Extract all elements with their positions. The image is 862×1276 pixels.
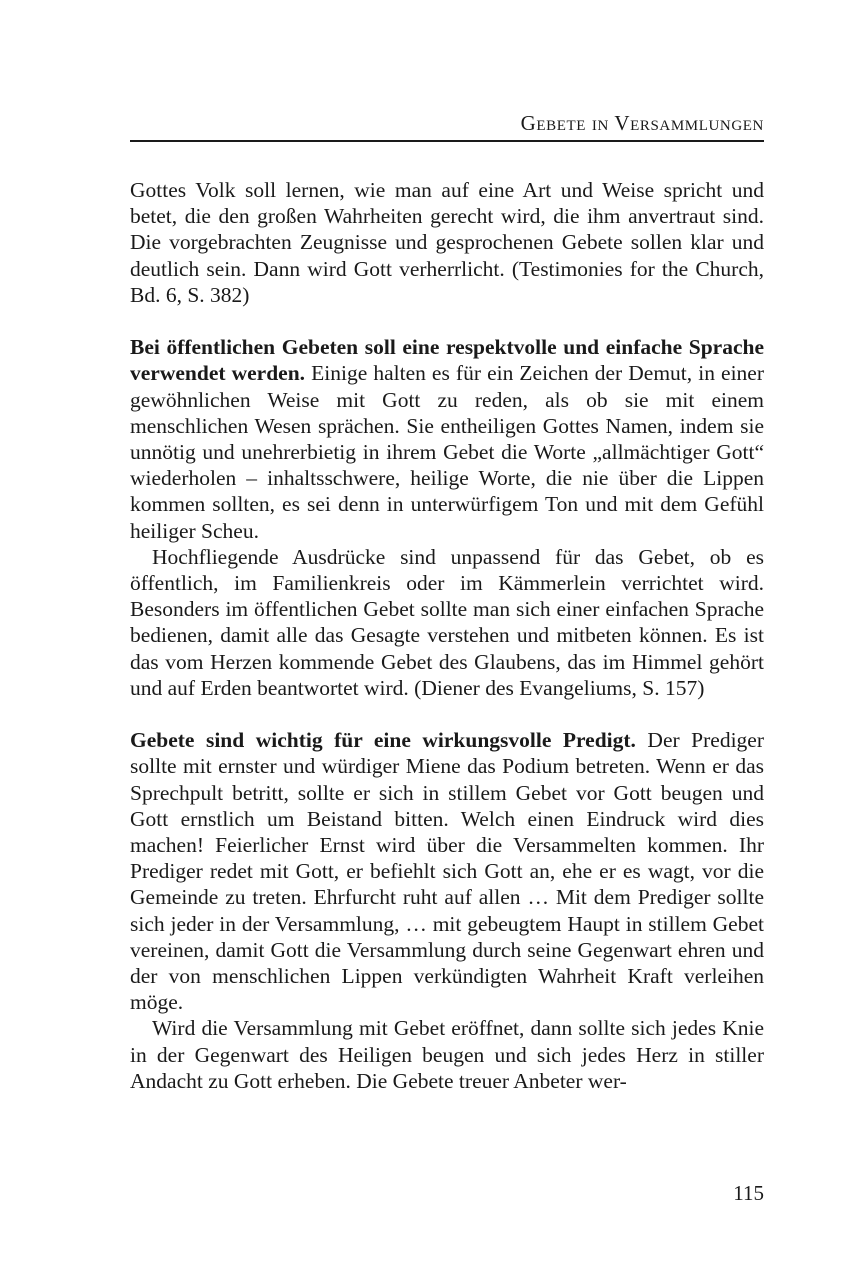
paragraph-testimonies-quote xyxy=(130,177,764,308)
section-heading: Bei öffentlichen Gebeten soll eine respektvolle und einfache Sprache verwendet werden. xyxy=(130,335,764,386)
paragraph-text: Wird die Versammlung mit Gebet eröffnet, dann sollte sich jedes Knie in der Gegenwart des Heiligen beugen und sich jedes Herz in stiller Andacht zu Gott erheben. Die Gebete treuer Anbeter wer- xyxy=(130,1016,764,1093)
paragraph-lofty-expressions xyxy=(130,544,764,701)
page-number: 115 xyxy=(733,1181,764,1205)
paragraph-text: Hochfliegende Ausdrücke sind unpassend für das Gebet, ob es öffentlich, im Familienkreis oder im Kämmerlein verrichtet wird. Besonders im öffentlichen Gebet sollte man sich einer einfachen Sprache bedienen, damit alle das Gesagte verstehen und mitbeten können. Es ist das vom Herzen kommende Gebet des Glaubens, das im Himmel gehört und auf Erden beantwortet wird. (Diener des Evangeliums, S. 157) xyxy=(130,544,764,700)
body-text xyxy=(130,177,764,1094)
paragraph-opening-prayer xyxy=(130,1015,764,1094)
section-heading: Gebete sind wichtig für eine wirkungsvolle Predigt. xyxy=(130,728,636,753)
paragraph-text: Gottes Volk soll lernen, wie man auf eine Art und Weise spricht und betet, die den großen Wahrheiten gerecht wird, die ihm anvertraut sind. Die vorgebrachten Zeugnisse und gesprochenen Gebete sollen klar und deutlich sein. Dann wird Gott verherrlicht. (Testimonies for the Church, Bd. 6, S. 382) xyxy=(130,178,764,307)
paragraph-text: Einige halten es für ein Zeichen der Demut, in einer gewöhnlichen Weise mit Gott zu reden, als ob sie mit einem menschlichen Wesen sprächen. Sie entheiligen Gottes Namen, indem sie unnötig und unehrerbietig in ihrem Gebet die Worte „allmächtiger Gott“ wiederholen – inhaltsschwere, heilige Worte, die nie über die Lippen kommen sollten, es sei denn in unterwürfigem Ton und mit dem Gefühl heiliger Scheu. xyxy=(130,361,764,543)
paragraph-text: Der Prediger sollte mit ernster und würdiger Miene das Podium betreten. Wenn er das Sprechpult betritt, sollte er sich in stillem Gebet vor Gott beugen und Gott ernstlich um Beistand bitten. Welch einen Eindruck wird dies machen! Feierlicher Ernst wird über die Versammelten kommen. Ihr Prediger redet mit Gott, er befiehlt sich Gott an, ehe er es wagt, vor die Gemeinde zu treten. Ehrfurcht ruht auf allen … Mit dem Prediger sollte sich jeder in der Versammlung, … mit gebeugtem Haupt in stillem Gebet vereinen, damit Gott die Versammlung durch seine Gegenwart ehren und der von menschlichen Lippen verkündigten Wahrheit Kraft verleihen möge. xyxy=(130,728,764,1015)
paragraph-respectful-language xyxy=(130,334,764,544)
header-rule xyxy=(130,140,764,142)
running-head: Gebete in Versammlungen xyxy=(520,111,764,135)
paragraph-effective-sermon xyxy=(130,727,764,1015)
